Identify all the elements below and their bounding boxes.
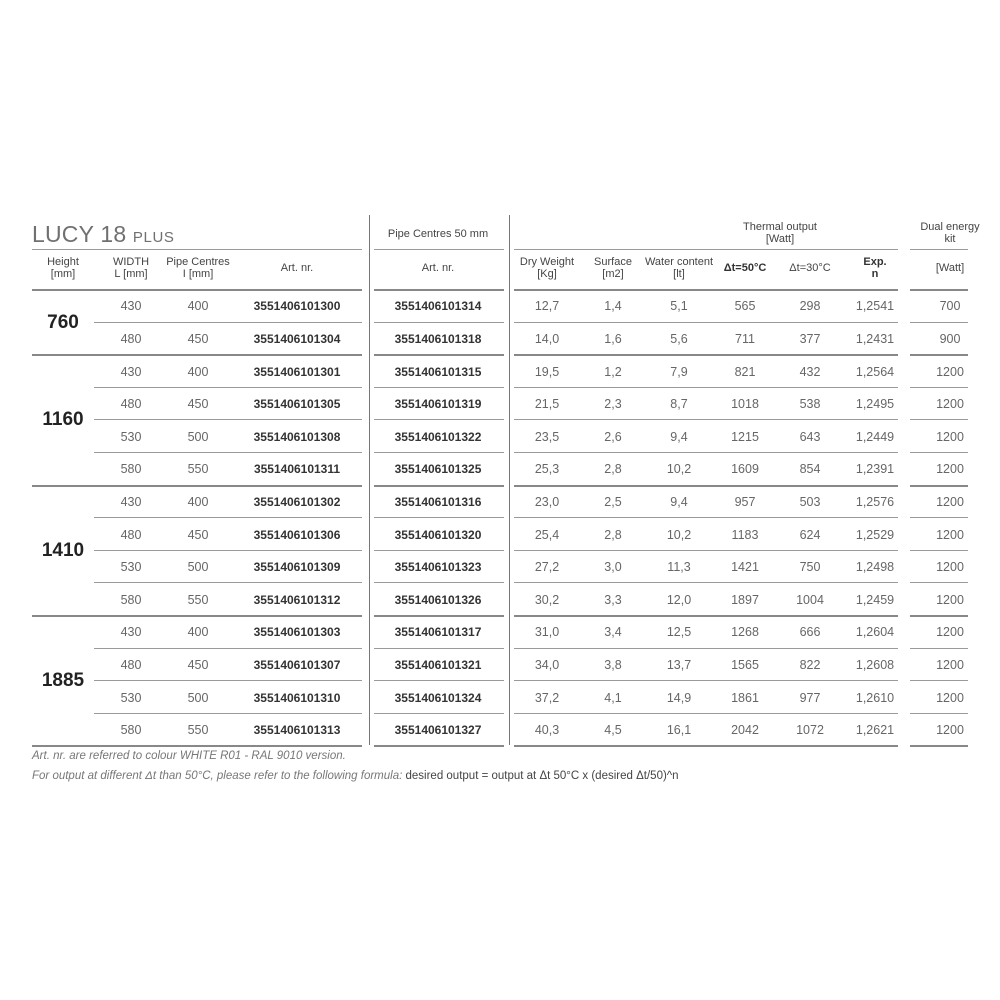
cell-width: 430 <box>120 364 142 379</box>
cell-art-nr-50mm: 3551406101324 <box>394 690 482 705</box>
cell-surface: 2,5 <box>604 494 622 509</box>
dual-energy-line1: Dual energy <box>920 221 980 233</box>
cell-art-nr-50mm: 3551406101323 <box>394 560 482 575</box>
cell-water-content: 5,6 <box>670 331 688 346</box>
cell-water-content: 13,7 <box>666 657 692 672</box>
row-rule-10-3 <box>910 615 968 617</box>
row-rule-2-0 <box>32 354 362 356</box>
col-header-line2: [m2] <box>602 268 624 280</box>
cell-output-dt30: 750 <box>799 560 821 575</box>
row-rule-6-3 <box>910 485 968 487</box>
cell-width: 530 <box>120 429 142 444</box>
row-rule-9-0 <box>94 582 362 583</box>
cell-water-content: 7,9 <box>670 364 688 379</box>
cell-exponent: 1,2541 <box>855 299 895 314</box>
cell-output-dt50: 1215 <box>731 429 759 444</box>
col-header-exponent <box>863 256 886 280</box>
row-rule-10-0 <box>32 615 362 617</box>
cell-pipe-centres: 400 <box>187 494 209 509</box>
cell-art-nr: 3551406101312 <box>253 592 341 607</box>
cell-pipe-centres: 400 <box>187 625 209 640</box>
product-title <box>32 221 175 248</box>
cell-pipe-centres: 500 <box>187 690 209 705</box>
cell-exponent: 1,2604 <box>855 625 895 640</box>
row-rule-8-3 <box>910 550 968 551</box>
dual-energy-group-header <box>920 221 979 245</box>
cell-water-content: 16,1 <box>666 723 692 738</box>
cell-width: 580 <box>120 592 142 607</box>
cell-exponent: 1,2576 <box>855 494 895 509</box>
col-header-line2: I [mm] <box>182 268 214 280</box>
cell-output-dt50: 711 <box>735 331 755 346</box>
cell-dual-energy-watt: 1200 <box>936 364 964 379</box>
cell-width: 530 <box>120 690 142 705</box>
cell-output-dt50: 1565 <box>731 657 759 672</box>
cell-surface: 2,3 <box>604 397 622 412</box>
cell-dry-weight: 30,2 <box>534 592 560 607</box>
height-group-label: 1410 <box>41 539 85 561</box>
cell-art-nr-50mm: 3551406101318 <box>394 331 482 346</box>
col-header-line2: [Kg] <box>537 268 557 280</box>
row-rule-3-2 <box>514 387 898 388</box>
row-rule-5-2 <box>514 452 898 453</box>
cell-pipe-centres: 500 <box>187 560 209 575</box>
cell-dual-energy-watt: 1200 <box>936 625 964 640</box>
col-header-line1: Δt=30°C <box>789 262 831 274</box>
cell-surface: 2,6 <box>604 429 622 444</box>
cell-surface: 4,5 <box>604 723 622 738</box>
row-rule-2-3 <box>910 354 968 356</box>
cell-output-dt30: 643 <box>799 429 821 444</box>
product-table <box>32 215 980 785</box>
cell-art-nr: 3551406101306 <box>253 527 341 542</box>
row-rule-9-1 <box>374 582 504 583</box>
row-rule-1-3 <box>910 322 968 323</box>
cell-exponent: 1,2459 <box>855 592 895 607</box>
cell-width: 430 <box>120 625 142 640</box>
cell-art-nr-50mm: 3551406101325 <box>394 462 482 477</box>
cell-exponent: 1,2529 <box>855 527 895 542</box>
cell-dual-energy-watt: 1200 <box>936 657 964 672</box>
cell-exponent: 1,2449 <box>855 429 895 444</box>
col-header-line1: Exp. <box>863 256 887 268</box>
cell-dry-weight: 25,4 <box>534 527 560 542</box>
col-header-output-dt30 <box>789 262 830 274</box>
cell-dual-energy-watt: 1200 <box>936 723 964 738</box>
cell-dual-energy-watt: 700 <box>939 299 961 314</box>
cell-water-content: 11,3 <box>667 560 691 575</box>
thermal-header-underline <box>514 249 898 250</box>
row-rule-5-3 <box>910 452 968 453</box>
cell-pipe-centres: 400 <box>187 299 209 314</box>
row-rule-12-3 <box>910 680 968 681</box>
cell-dry-weight: 19,5 <box>534 364 560 379</box>
cell-pipe-centres: 500 <box>187 429 209 444</box>
cell-output-dt30: 377 <box>799 331 821 346</box>
cell-output-dt30: 822 <box>799 657 821 672</box>
col-header-output-dt50 <box>724 262 767 274</box>
height-group-label: 1885 <box>41 670 85 692</box>
col-header-dual-energy-watt <box>936 262 964 274</box>
cell-water-content: 8,7 <box>670 397 688 412</box>
cell-pipe-centres: 450 <box>187 657 209 672</box>
cell-dual-energy-watt: 1200 <box>936 560 964 575</box>
cell-output-dt50: 1018 <box>731 397 759 412</box>
col-header-line1: WIDTH <box>112 256 150 268</box>
header-rule-0 <box>32 289 362 291</box>
cell-dry-weight: 12,7 <box>534 299 560 314</box>
cell-dual-energy-watt: 1200 <box>936 494 964 509</box>
cell-art-nr: 3551406101311 <box>253 462 341 477</box>
cell-surface: 2,8 <box>604 527 622 542</box>
cell-art-nr-50mm: 3551406101314 <box>394 299 482 314</box>
cell-output-dt50: 1268 <box>731 625 759 640</box>
col-header-line2: [mm] <box>50 268 76 280</box>
header-rule-3 <box>910 289 968 291</box>
row-rule-14-2 <box>514 745 898 747</box>
cell-art-nr: 3551406101303 <box>253 625 341 640</box>
row-rule-10-1 <box>374 615 504 617</box>
cell-exponent: 1,2495 <box>855 397 895 412</box>
col-header-surface <box>594 256 632 280</box>
cell-output-dt30: 1072 <box>796 723 824 738</box>
cell-surface: 3,3 <box>604 592 622 607</box>
cell-art-nr: 3551406101305 <box>253 397 341 412</box>
cell-art-nr-50mm: 3551406101326 <box>394 592 482 607</box>
cell-dry-weight: 31,0 <box>534 625 560 640</box>
row-rule-1-1 <box>374 322 504 323</box>
cell-dry-weight: 23,5 <box>534 429 560 444</box>
col-header-line2: [lt] <box>673 268 685 280</box>
row-rule-11-1 <box>374 648 504 649</box>
cell-output-dt30: 624 <box>799 527 821 542</box>
cell-water-content: 5,1 <box>670 299 688 314</box>
cell-surface: 1,2 <box>604 364 622 379</box>
cell-exponent: 1,2431 <box>855 331 895 346</box>
cell-surface: 1,4 <box>604 299 622 314</box>
thermal-output-line1: Thermal output <box>743 221 817 233</box>
dual-energy-line2: kit <box>944 233 956 245</box>
header-rule-2 <box>514 289 898 291</box>
row-rule-9-2 <box>514 582 898 583</box>
cell-water-content: 9,4 <box>670 494 688 509</box>
col-header-line1: Art. nr. <box>421 262 455 274</box>
formula-note <box>32 770 679 782</box>
cell-water-content: 12,5 <box>666 625 692 640</box>
col-header-art-nr <box>281 262 313 274</box>
col-header-line1: [Watt] <box>935 262 965 274</box>
cell-art-nr-50mm: 3551406101327 <box>394 723 482 738</box>
cell-pipe-centres: 450 <box>187 331 209 346</box>
row-rule-7-3 <box>910 517 968 518</box>
separator-left <box>369 215 370 745</box>
thermal-output-line2: [Watt] <box>765 233 795 245</box>
row-rule-5-1 <box>374 452 504 453</box>
row-rule-3-3 <box>910 387 968 388</box>
row-rule-11-3 <box>910 648 968 649</box>
cell-art-nr: 3551406101308 <box>253 429 341 444</box>
thermal-output-group-header <box>743 221 817 245</box>
cell-width: 480 <box>120 657 142 672</box>
cell-dual-energy-watt: 900 <box>939 331 961 346</box>
cell-art-nr: 3551406101302 <box>253 494 341 509</box>
cell-dry-weight: 27,2 <box>534 560 560 575</box>
row-rule-14-0 <box>32 745 362 747</box>
cell-dual-energy-watt: 1200 <box>936 462 964 477</box>
cell-output-dt50: 1609 <box>731 462 759 477</box>
row-rule-13-1 <box>374 713 504 714</box>
col-header-height <box>47 256 79 280</box>
cell-art-nr: 3551406101300 <box>253 299 341 314</box>
cell-output-dt30: 298 <box>799 299 821 314</box>
cell-surface: 3,0 <box>604 560 622 575</box>
title-underline <box>32 249 362 250</box>
cell-pipe-centres: 550 <box>187 592 209 607</box>
cell-dual-energy-watt: 1200 <box>936 527 964 542</box>
separator-right <box>509 215 510 745</box>
cell-pipe-centres: 450 <box>187 527 209 542</box>
formula-note-prefix: For output at different Δt than 50°C, please refer to the following formula: <box>32 770 406 782</box>
row-rule-1-0 <box>94 322 362 323</box>
col-header-line2: L [mm] <box>114 268 148 280</box>
cell-pipe-centres: 550 <box>187 723 209 738</box>
col-header-line1: Art. nr. <box>280 262 314 274</box>
height-group-label: 1160 <box>42 409 84 431</box>
cell-pipe-centres: 450 <box>187 397 209 412</box>
cell-width: 430 <box>120 494 142 509</box>
row-rule-14-1 <box>374 745 504 747</box>
row-rule-1-2 <box>514 322 898 323</box>
cell-dual-energy-watt: 1200 <box>936 592 964 607</box>
cell-dry-weight: 23,0 <box>534 494 560 509</box>
col-header-line1: Pipe Centres <box>166 256 230 268</box>
cell-width: 530 <box>120 560 142 575</box>
cell-surface: 3,4 <box>604 625 622 640</box>
cell-width: 480 <box>120 527 142 542</box>
cell-art-nr-50mm: 3551406101321 <box>394 657 482 672</box>
cell-art-nr: 3551406101309 <box>253 560 341 575</box>
cell-output-dt50: 1897 <box>731 592 759 607</box>
cell-dry-weight: 37,2 <box>534 690 560 705</box>
dual-header-underline <box>910 249 968 250</box>
col-header-line1: Surface <box>594 256 632 268</box>
row-rule-13-0 <box>94 713 362 714</box>
cell-exponent: 1,2564 <box>855 364 895 379</box>
cell-dual-energy-watt: 1200 <box>936 397 964 412</box>
header-rule-1 <box>374 289 504 291</box>
cell-art-nr-50mm: 3551406101319 <box>394 397 482 412</box>
col-header-line2: n <box>871 268 879 280</box>
row-rule-6-1 <box>374 485 504 487</box>
cell-dry-weight: 21,5 <box>534 397 560 412</box>
row-rule-10-2 <box>514 615 898 617</box>
cell-water-content: 12,0 <box>666 592 692 607</box>
row-rule-5-0 <box>94 452 362 453</box>
cell-surface: 1,6 <box>604 331 622 346</box>
col-header-line1: Water content <box>644 256 714 268</box>
cell-surface: 3,8 <box>604 657 622 672</box>
cell-water-content: 10,2 <box>666 527 692 542</box>
pipe-header-underline <box>374 249 504 250</box>
row-rule-2-1 <box>374 354 504 356</box>
col-header-width <box>113 256 149 280</box>
row-rule-9-3 <box>910 582 968 583</box>
cell-dual-energy-watt: 1200 <box>936 690 964 705</box>
row-rule-13-3 <box>910 713 968 714</box>
row-rule-4-0 <box>94 419 362 420</box>
colour-note: Art. nr. are referred to colour WHITE R01 - RAL 9010 version. <box>32 750 346 762</box>
title-suffix: PLUS <box>132 229 175 246</box>
height-group-label: 760 <box>47 311 79 333</box>
cell-dry-weight: 34,0 <box>534 657 560 672</box>
col-header-line1: Δt=50°C <box>723 262 767 274</box>
cell-art-nr-50mm: 3551406101317 <box>394 625 482 640</box>
cell-width: 480 <box>120 397 142 412</box>
cell-output-dt50: 1183 <box>731 527 759 542</box>
cell-width: 580 <box>120 462 142 477</box>
cell-exponent: 1,2391 <box>855 462 895 477</box>
row-rule-8-0 <box>94 550 362 551</box>
pipe-centres-group-header: Pipe Centres 50 mm <box>387 228 489 240</box>
col-header-dry-weight <box>520 256 574 280</box>
row-rule-8-2 <box>514 550 898 551</box>
row-rule-12-0 <box>94 680 362 681</box>
cell-water-content: 9,4 <box>670 429 688 444</box>
cell-pipe-centres: 400 <box>187 364 209 379</box>
col-header-pipe-centres <box>166 256 230 280</box>
cell-output-dt30: 854 <box>799 462 821 477</box>
cell-art-nr-50mm: 3551406101315 <box>394 364 482 379</box>
cell-dry-weight: 25,3 <box>534 462 560 477</box>
cell-water-content: 10,2 <box>666 462 692 477</box>
row-rule-7-2 <box>514 517 898 518</box>
cell-art-nr: 3551406101304 <box>253 331 341 346</box>
cell-art-nr: 3551406101313 <box>253 723 341 738</box>
row-rule-11-2 <box>514 648 898 649</box>
cell-output-dt50: 821 <box>734 364 756 379</box>
row-rule-14-3 <box>910 745 968 747</box>
cell-water-content: 14,9 <box>666 690 692 705</box>
row-rule-12-1 <box>374 680 504 681</box>
cell-dry-weight: 14,0 <box>534 331 560 346</box>
cell-output-dt50: 1861 <box>731 690 759 705</box>
cell-exponent: 1,2610 <box>855 690 895 705</box>
cell-output-dt50: 1421 <box>731 560 759 575</box>
col-header-line1: Height <box>47 256 79 268</box>
cell-surface: 4,1 <box>604 690 622 705</box>
cell-output-dt30: 503 <box>799 494 821 509</box>
col-header-art-nr-50mm <box>422 262 454 274</box>
formula-text: desired output = output at Δt 50°C x (desired Δt/50)^n <box>405 770 679 782</box>
row-rule-11-0 <box>94 648 362 649</box>
row-rule-4-3 <box>910 419 968 420</box>
cell-art-nr-50mm: 3551406101320 <box>394 527 482 542</box>
cell-output-dt50: 2042 <box>731 723 759 738</box>
row-rule-6-2 <box>514 485 898 487</box>
cell-dry-weight: 40,3 <box>534 723 560 738</box>
col-header-water-content <box>645 256 713 280</box>
cell-output-dt30: 977 <box>799 690 821 705</box>
cell-art-nr-50mm: 3551406101316 <box>394 494 482 509</box>
row-rule-3-1 <box>374 387 504 388</box>
cell-width: 430 <box>120 299 142 314</box>
col-header-line1: Dry Weight <box>519 256 575 268</box>
cell-surface: 2,8 <box>604 462 622 477</box>
row-rule-4-1 <box>374 419 504 420</box>
row-rule-7-1 <box>374 517 504 518</box>
cell-output-dt30: 432 <box>799 364 821 379</box>
row-rule-4-2 <box>514 419 898 420</box>
cell-width: 580 <box>120 723 142 738</box>
row-rule-2-2 <box>514 354 898 356</box>
cell-art-nr: 3551406101310 <box>253 690 341 705</box>
cell-output-dt50: 957 <box>734 494 756 509</box>
row-rule-3-0 <box>94 387 362 388</box>
row-rule-8-1 <box>374 550 504 551</box>
cell-output-dt30: 538 <box>799 397 821 412</box>
row-rule-13-2 <box>514 713 898 714</box>
cell-output-dt50: 565 <box>734 299 756 314</box>
row-rule-6-0 <box>32 485 362 487</box>
cell-exponent: 1,2621 <box>855 723 895 738</box>
cell-exponent: 1,2608 <box>855 657 895 672</box>
cell-exponent: 1,2498 <box>855 560 895 575</box>
cell-art-nr-50mm: 3551406101322 <box>394 429 482 444</box>
cell-art-nr: 3551406101307 <box>253 657 341 672</box>
cell-art-nr: 3551406101301 <box>253 364 341 379</box>
cell-output-dt30: 1004 <box>796 592 824 607</box>
row-rule-7-0 <box>94 517 362 518</box>
cell-pipe-centres: 550 <box>187 462 209 477</box>
row-rule-12-2 <box>514 680 898 681</box>
cell-output-dt30: 666 <box>799 625 821 640</box>
title-main: LUCY 18 <box>32 221 127 247</box>
cell-width: 480 <box>120 331 142 346</box>
cell-dual-energy-watt: 1200 <box>936 429 964 444</box>
